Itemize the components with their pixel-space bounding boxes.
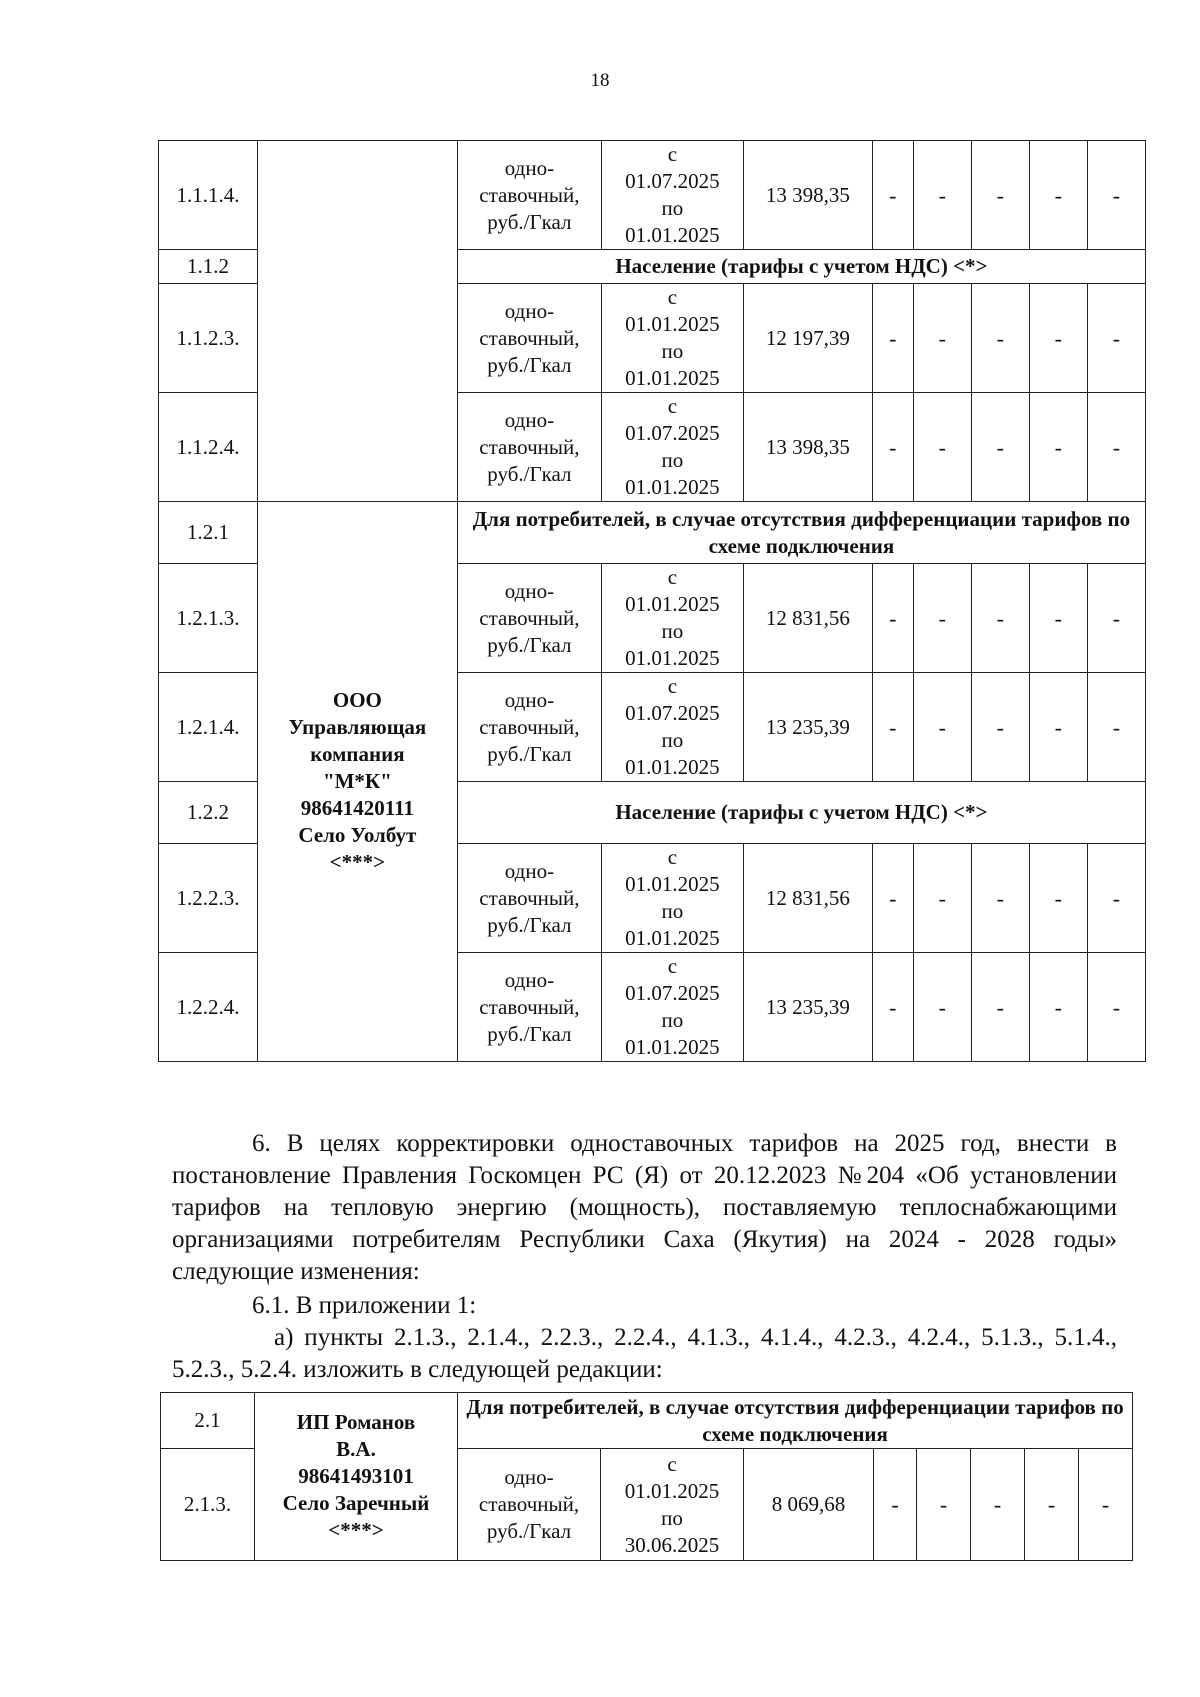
empty-value: -: [1087, 564, 1145, 673]
row-number: 1.1.2.4.: [159, 393, 258, 502]
row-number: 1.1.1.4.: [159, 141, 258, 250]
empty-value: -: [971, 393, 1029, 502]
empty-value: -: [1087, 673, 1145, 782]
empty-value: -: [1087, 953, 1145, 1062]
empty-value: -: [1079, 1449, 1133, 1561]
empty-value: -: [1087, 844, 1145, 953]
empty-value: -: [1087, 393, 1145, 502]
section-heading: Для потребителей, в случае отсутствия дифференциации тарифов по схеме подключения: [457, 502, 1145, 564]
tariff-type: одно- ставочный, руб./Гкал: [458, 1449, 601, 1561]
tariff-value: 13 235,39: [743, 673, 872, 782]
tariff-period: с 01.01.2025 по 01.01.2025: [601, 564, 743, 673]
tariff-value: 12 831,56: [743, 844, 872, 953]
tariff-type: одно- ставочный, руб./Гкал: [457, 564, 601, 673]
empty-value: -: [1025, 1449, 1079, 1561]
tariff-type: одно- ставочный, руб./Гкал: [457, 844, 601, 953]
empty-value: -: [913, 844, 971, 953]
section-heading: Население (тарифы с учетом НДС) <*>: [457, 782, 1145, 844]
empty-value: -: [913, 284, 971, 393]
empty-value: -: [971, 673, 1029, 782]
items-list-paragraph: а) пункты 2.1.3., 2.1.4., 2.2.3., 2.2.4., 4.1.3., 4.1.4., 4.2.3., 4.2.4., 5.1.3., 5.1.4., 5.2.3., 5.2.4. изложить в следующей редакции:: [172, 1324, 1117, 1383]
row-number: 1.1.2: [159, 250, 258, 284]
tariff-value: 12 831,56: [743, 564, 872, 673]
empty-value: -: [872, 953, 913, 1062]
tariff-period: с 01.01.2025 по 01.01.2025: [601, 844, 743, 953]
tariff-type: одно- ставочный, руб./Гкал: [457, 953, 601, 1062]
empty-value: -: [874, 1449, 917, 1561]
tariff-table-continued: [158, 140, 1146, 1062]
row-number: 1.2.1.4.: [159, 673, 258, 782]
empty-value: -: [1029, 141, 1087, 250]
tariff-value: 13 398,35: [743, 393, 872, 502]
empty-value: -: [1029, 844, 1087, 953]
empty-value: -: [872, 393, 913, 502]
tariff-type: одно- ставочный, руб./Гкал: [457, 393, 601, 502]
section-heading: Для потребителей, в случае отсутствия дифференциации тарифов по схеме подключения: [458, 1393, 1133, 1449]
row-number: 2.1.3.: [161, 1449, 255, 1561]
appendix-subparagraph: 6.1. В приложении 1:: [252, 1292, 477, 1319]
empty-value: -: [917, 1449, 971, 1561]
empty-value: -: [971, 284, 1029, 393]
tariff-period: с 01.07.2025 по 01.01.2025: [601, 393, 743, 502]
tariff-period: с 01.01.2025 по 30.06.2025: [601, 1449, 744, 1561]
empty-value: -: [913, 953, 971, 1062]
section-heading: Население (тарифы с учетом НДС) <*>: [457, 250, 1145, 284]
empty-value: -: [1029, 673, 1087, 782]
empty-value: -: [971, 1449, 1025, 1561]
tariff-value: 12 197,39: [743, 284, 872, 393]
tariff-type: одно- ставочный, руб./Гкал: [457, 673, 601, 782]
empty-value: -: [913, 564, 971, 673]
row-number: 1.2.1: [159, 502, 258, 564]
tariff-value: 13 398,35: [743, 141, 872, 250]
row-number: 1.2.2.3.: [159, 844, 258, 953]
empty-value: -: [971, 141, 1029, 250]
empty-value: -: [1029, 953, 1087, 1062]
empty-value: -: [872, 564, 913, 673]
table-row-section: [161, 1393, 1133, 1449]
empty-value: -: [872, 284, 913, 393]
tariff-period: с 01.07.2025 по 01.01.2025: [601, 953, 743, 1062]
empty-value: -: [1029, 284, 1087, 393]
row-number: 1.1.2.3.: [159, 284, 258, 393]
tariff-type: одно- ставочный, руб./Гкал: [457, 141, 601, 250]
row-number: 1.2.1.3.: [159, 564, 258, 673]
empty-value: -: [913, 141, 971, 250]
empty-value: -: [1029, 393, 1087, 502]
empty-value: -: [913, 673, 971, 782]
row-number: 1.2.2.4.: [159, 953, 258, 1062]
empty-value: -: [971, 844, 1029, 953]
tariff-value: 13 235,39: [743, 953, 872, 1062]
tariff-value: 8 069,68: [744, 1449, 874, 1561]
empty-value: -: [913, 393, 971, 502]
table-row: [159, 141, 1146, 250]
amendment-paragraph: 6. В целях корректировки одноставочных тарифов на 2025 год, внести в постановление Правления Госкомцен РС (Я) от 20.12.2023 №204 «Об установлении тарифов на тепловую энергию (мощность), поставляемую теплоснабжающими организациями потребителям Республики Саха (Якутия) на 2024 - 2028 годы» следующие изменения:: [172, 1130, 1117, 1285]
empty-value: -: [872, 673, 913, 782]
empty-value: -: [971, 953, 1029, 1062]
tariff-type: одно- ставочный, руб./Гкал: [457, 284, 601, 393]
empty-value: -: [1087, 141, 1145, 250]
organization-cell: ООО Управляющая компания "М*К" 98641420111 Село Уолбут <***>: [257, 502, 457, 1062]
organization-cell: ИП Романов В.А. 98641493101 Село Заречный <***>: [255, 1393, 458, 1561]
row-number: 2.1: [161, 1393, 255, 1449]
tariff-period: с 01.07.2025 по 01.01.2025: [601, 141, 743, 250]
table-row-section: [159, 502, 1146, 564]
empty-value: -: [872, 844, 913, 953]
empty-value: -: [872, 141, 913, 250]
empty-value: -: [1087, 284, 1145, 393]
row-number: 1.2.2: [159, 782, 258, 844]
empty-value: -: [1029, 564, 1087, 673]
tariff-period: с 01.01.2025 по 01.01.2025: [601, 284, 743, 393]
page-number: 18: [590, 70, 610, 91]
tariff-table-new: [160, 1392, 1133, 1561]
organization-cell-empty: [257, 141, 457, 502]
tariff-period: с 01.07.2025 по 01.01.2025: [601, 673, 743, 782]
empty-value: -: [971, 564, 1029, 673]
